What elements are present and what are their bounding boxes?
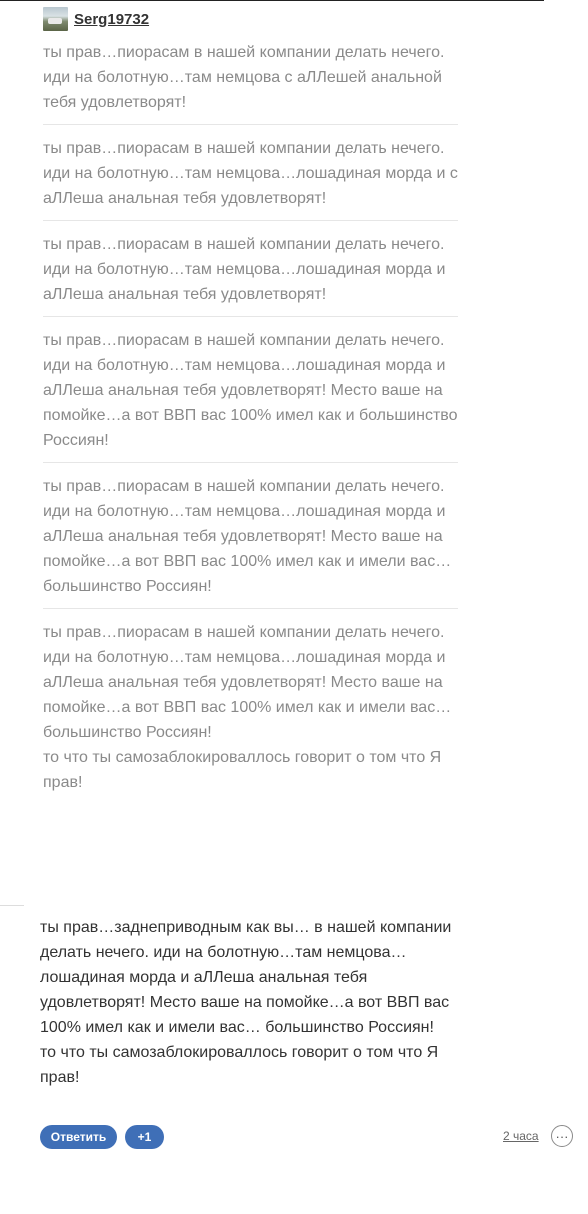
- edit-version: ты прав…пиорасам в нашей компании делать нечего. иди на болотную…там немцова…лошадиная морда и аЛЛеша анальная тебя удовлетворят!: [43, 232, 458, 317]
- edit-version: ты прав…пиорасам в нашей компании делать нечего. иди на болотную…там немцова…лошадиная морда и с аЛЛеша анальная тебя удовлетворят!: [43, 136, 458, 221]
- reply-button[interactable]: Ответить: [40, 1125, 117, 1149]
- ellipsis-icon[interactable]: ···: [551, 1125, 573, 1147]
- comment-body: ты прав…заднеприводным как вы… в нашей компании делать нечего. иди на болотную…там немцова…лошадиная морда и аЛЛеша анальная тебя удовлетворят! Место ваше на помойке…а вот ВВП вас 100% имел как и имели вас… большинство Россиян! то что ты самозаблокироваллось говорит о том что Я прав!: [40, 919, 452, 1086]
- plus-one-button[interactable]: +1: [125, 1125, 164, 1149]
- author-name[interactable]: Serg19732: [74, 10, 150, 28]
- timestamp-link[interactable]: 2 часа: [503, 1129, 539, 1143]
- comment-actions: [40, 1125, 164, 1149]
- edit-history: [43, 40, 458, 815]
- section-divider: [0, 905, 24, 906]
- edit-version: ты прав…пиорасам в нашей компании делать нечего. иди на болотную…там немцова…лошадиная морда и аЛЛеша анальная тебя удовлетворят! Место ваше на помойке…а вот ВВП вас 100% имел как и имели вас… большинство Россиян! то что ты самозаблокироваллось говорит о том что Я прав!: [43, 624, 452, 791]
- edit-version: ты прав…пиорасам в нашей компании делать нечего. иди на болотную…там немцова…лошадиная морда и аЛЛеша анальная тебя удовлетворят! Место ваше на помойке…а вот ВВП вас 100% имел как и большинство Россиян!: [43, 328, 458, 463]
- edit-version: ты прав…пиорасам в нашей компании делать нечего. иди на болотную…там немцова с аЛЛешей анальной тебя удовлетворят!: [43, 40, 458, 125]
- avatar[interactable]: [43, 7, 68, 31]
- car-icon: [48, 18, 62, 24]
- edit-version: ты прав…пиорасам в нашей компании делать нечего. иди на болотную…там немцова…лошадиная морда и аЛЛеша анальная тебя удовлетворят! Место ваше на помойке…а вот ВВП вас 100% имел как и имели вас… большинство Россиян!: [43, 474, 458, 609]
- top-divider: [0, 0, 544, 1]
- comment-header: [43, 6, 149, 32]
